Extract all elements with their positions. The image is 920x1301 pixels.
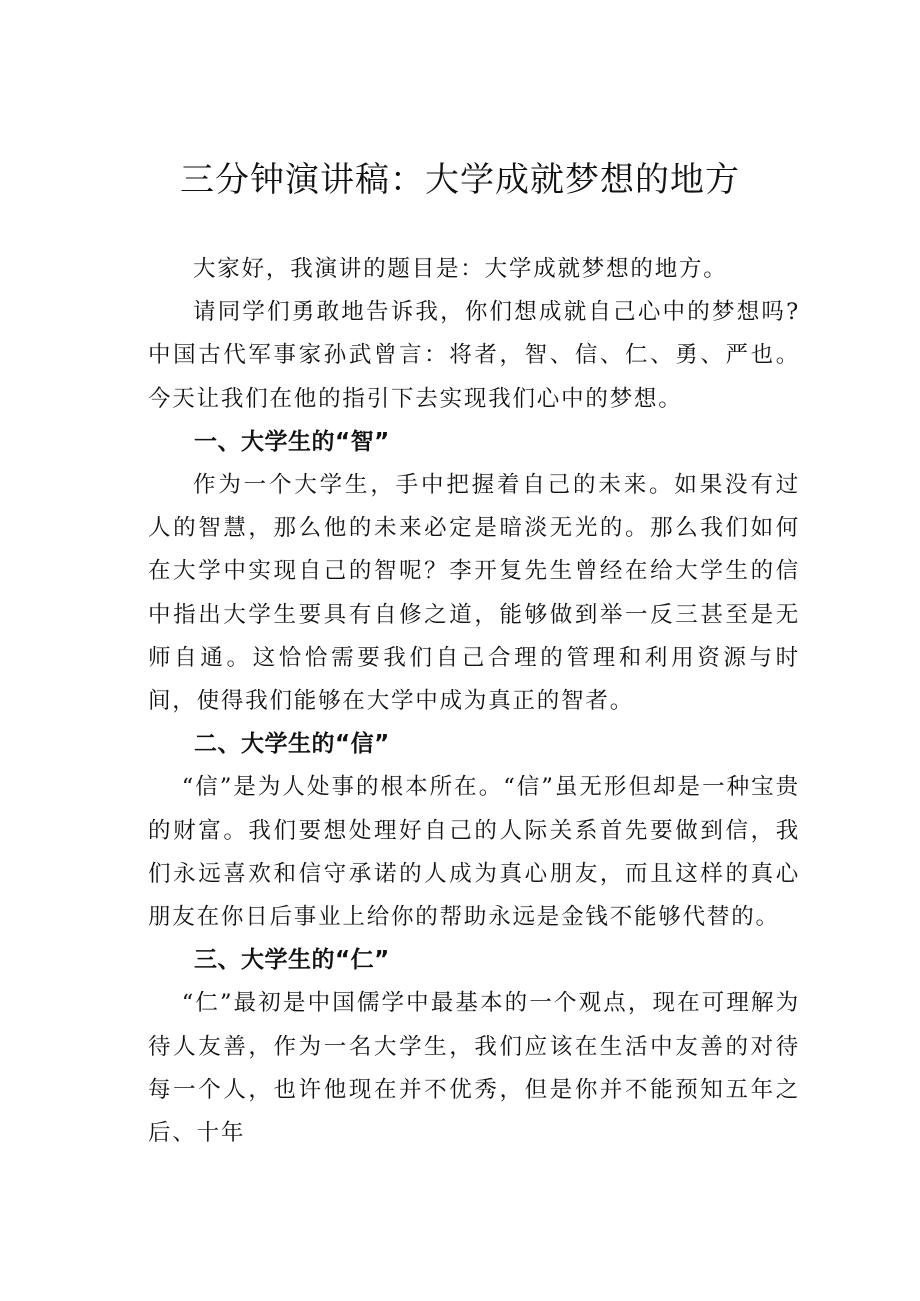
section-paragraph-xin: “信”是为人处事的根本所在。“信”虽无形但却是一种宝贵的财富。我们要想处理好自己的人际关系首先要做到信，我们永远喜欢和信守承诺的人成为真心朋友，而且这样的真心朋友在你日后事业上给你的帮助永远是金钱不能够代替的。 — [148, 774, 800, 931]
section-heading-zhi: 一、大学生的“智” — [194, 428, 390, 455]
document-body — [148, 248, 800, 1155]
section-heading-xin: 二、大学生的“信” — [194, 731, 390, 758]
section-paragraph-ren: “仁”最初是中国儒学中最基本的一个观点，现在可理解为待人友善，作为一名大学生，我们应该在生活中友善的对待每一个人，也许他现在并不优秀，但是你并不能预知五年之后、十年 — [148, 990, 800, 1147]
section-heading-ren: 三、大学生的“仁” — [194, 947, 390, 974]
section-paragraph-zhi: 作为一个大学生，手中把握着自己的未来。如果没有过人的智慧，那么他的未来必定是暗淡无光的。那么我们如何在大学中实现自己的智呢？李开复先生曾经在给大学生的信中指出大学生要具有自修之道，能够做到举一反三甚至是无师自通。这恰恰需要我们自己合理的管理和利用资源与时间，使得我们能够在大学中成为真正的智者。 — [148, 472, 800, 715]
opening-paragraph: 请同学们勇敢地告诉我，你们想成就自己心中的梦想吗?中国古代军事家孙武曾言：将者，智、信、仁、勇、严也。今天让我们在他的指引下去实现我们心中的梦想。 — [148, 299, 800, 412]
document-title: 三分钟演讲稿：大学成就梦想的地方 — [180, 160, 740, 200]
intro-paragraph: 大家好，我演讲的题目是：大学成就梦想的地方。 — [193, 256, 728, 282]
